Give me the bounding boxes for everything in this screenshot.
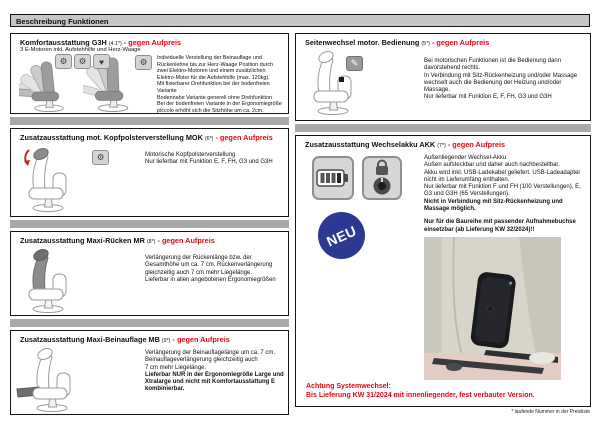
motor-glyph: ⚙: [96, 152, 105, 162]
warning-title: Achtung Systemwechsel:: [306, 383, 391, 390]
section-mr-header: [20, 236, 284, 245]
recliner-maxi-back-illustration: [19, 248, 79, 314]
body-line: Verlängerung der Rückenlänge bzw. der Gesamthöhe um ca. 7 cm. Rückenverlängerung gleichzeitig auch 7 cm mehr Liegelänge.: [145, 255, 273, 276]
body-line: In Verbindung mit Sitz-Rückenheizung und/oder Massage wechselt auch die Bedienung der Heizung und/oder Massage.: [424, 72, 578, 94]
section-seitenwechsel: [295, 33, 591, 121]
pricelist-ref: (4.1*): [108, 41, 122, 47]
body-line: Akku wird inkl. USB-Ladekabel geliefert. USB-Ladeadapter nicht im Lieferumfang enthalten.: [424, 169, 581, 183]
motor-glyph: ⚙: [78, 56, 87, 66]
motor-glyph: ⚙: [139, 57, 148, 67]
mr-description: [145, 255, 285, 284]
pricelist-ref: (7*): [437, 143, 446, 149]
body-line: Bei motorischen Funktionen ist die Bedienung dann davorstehend rechts.: [424, 58, 562, 72]
body-line: Verlängerung der Beinauflagelänge um ca. 7 cm.: [145, 350, 276, 356]
section-title: Zusatzausstattung Maxi-Rücken MR: [20, 236, 145, 245]
section-akk-header: [305, 140, 586, 149]
pricelist-ref: (9*): [161, 338, 171, 344]
neu-badge-label: NEU: [324, 221, 359, 250]
body-line-bold: Nicht in Verbindung mit Sitz-Rückenheizung und Massage möglich.: [424, 198, 563, 213]
page-header-bar: [10, 14, 590, 27]
section-mb: [10, 330, 289, 415]
section-mr: [10, 231, 289, 316]
motor-icon: [55, 54, 72, 69]
section-title: Zusatzausstattung Wechselakku AKK: [305, 140, 436, 149]
section-mb-header: [20, 335, 284, 344]
body-line: Außen aufsteckbar und daher auch nachbestellbar.: [424, 162, 560, 169]
system-change-warning: [306, 382, 588, 400]
hand-glyph: ✎: [350, 58, 359, 68]
section-divider: [295, 124, 591, 132]
warning-text: Bis Lieferung KW 31/2024 mit innenliegender, fest verbauter Version.: [306, 392, 535, 399]
section-title: Komfortausstattung G3H: [20, 38, 107, 47]
section-divider: [10, 220, 289, 228]
body-line-bold: Lieferbar NUR in der Ergonomiegröße Large und Xtralarge und nicht mit Komfortausstattung E kombinierbar.: [145, 371, 284, 393]
body-line: Außenliegender Wechsel-Akku: [424, 155, 507, 161]
body-line: Nur lieferbar mit Funktion F und FH (100 Verstellungen), E, G3 und G3H (65 Verstellungen).: [424, 184, 581, 198]
surcharge-label: - gegen Aufpreis: [157, 236, 215, 245]
lock-dial-glyph: [364, 158, 400, 198]
battery-glyph: [314, 158, 352, 198]
section-g3h-subtitle: 3 E-Motoren inkl. Aufstehhilfe und Herz-Waage: [20, 47, 141, 53]
mok-illustration: [19, 145, 129, 215]
battery-pack-photo: [424, 237, 561, 380]
body-line: Bodennahe Variante generell ohne Drehfunktion: [157, 94, 272, 101]
body-line: Nur lieferbar mit Funktion E, F, FH, G3 und G3H: [145, 159, 273, 166]
section-g3h-header: [20, 38, 284, 47]
page-title: Beschreibung Funktionen: [16, 17, 109, 26]
body-line: Individuelle Verstellung der Beinauflage und Rückenlehne bis zur Herz-Waage Position durch zwei Elektro-Motoren und einem zusätzlichen Elektro-Motor für die Aufstehhilfe (max. 120kg).: [157, 55, 274, 81]
section-seitenwechsel-header: [305, 38, 586, 47]
pricelist-ref: (5*): [421, 41, 430, 47]
section-title: Zusatzausstattung mot. Kopfpolsterverstellung MOK: [20, 133, 203, 142]
akk-description: [424, 155, 587, 234]
mb-illustration: [15, 345, 99, 413]
body-line: Bei der bodenfreien Variante in der Ergonomiegröße piccolo erhöht sich die Sitzhöhe um ca. 2cm.: [157, 101, 282, 114]
section-akk: [295, 135, 591, 407]
surcharge-label: - gegen Aufpreis: [172, 335, 230, 344]
seitenwechsel-illustration: [304, 48, 384, 118]
body-line: Lieferbar in allen angebotenen Ergonomiegrößen: [145, 276, 276, 283]
hand-control-icon: [346, 56, 363, 71]
battery-icon: [312, 156, 354, 200]
seitenwechsel-description: [424, 58, 586, 102]
section-g3h: [10, 33, 289, 114]
mr-illustration: [19, 246, 99, 314]
motor-icon: [74, 54, 91, 69]
section-title: Zusatzausstattung Maxi-Beinauflage MB: [20, 335, 160, 344]
pricelist-ref: (8*): [146, 239, 156, 245]
surcharge-label: - gegen Aufpreis: [447, 140, 506, 149]
section-mok: [10, 128, 289, 217]
heart-glyph: ♥: [98, 56, 105, 67]
section-mok-header: [20, 133, 284, 142]
body-line: Motorische Kopfpolsterverstellung: [145, 152, 236, 158]
neu-badge: [318, 212, 365, 259]
heart-waage-icon: [93, 54, 110, 69]
section-divider: [10, 117, 289, 125]
surcharge-label: - gegen Aufpreis: [215, 133, 273, 142]
g3h-illustration: [19, 54, 159, 113]
motor-icon: [92, 150, 109, 165]
recliner-headrest-illustration: [19, 147, 79, 213]
section-divider: [10, 319, 289, 327]
recliner-maxi-legrest-illustration: [15, 347, 85, 413]
mok-description: [145, 152, 285, 167]
lock-dial-icon: [362, 156, 402, 200]
body-line-bold: Nur für die Baureihe mit passender Aufnahmebuchse einsetzbar (ab Lieferung KW 32/2024)!!: [424, 219, 576, 233]
motor-icon: [135, 55, 152, 70]
section-title: Seitenwechsel motor. Bedienung: [305, 38, 420, 47]
body-line: 7 cm mehr Liegelänge.: [145, 364, 207, 371]
motor-glyph: ⚙: [59, 56, 68, 66]
body-line: Beinauflageverlängerung gleichzeitig auch: [145, 357, 258, 364]
g3h-description: [157, 55, 284, 114]
surcharge-label: - gegen Aufpreis: [123, 38, 182, 47]
surcharge-label: - gegen Aufpreis: [431, 38, 490, 47]
pricelist-footnote: * laufende Nummer in der Preisliste: [511, 409, 590, 415]
mb-description: [145, 350, 287, 394]
body-line: Mit fixierbarer Drehfunktion bei der bodenfreien Variante: [157, 81, 270, 94]
pricelist-ref: (6*): [204, 136, 214, 142]
body-line: Nur lieferbar mit Funktion E, F, FH, G3 und G3H: [424, 94, 552, 101]
